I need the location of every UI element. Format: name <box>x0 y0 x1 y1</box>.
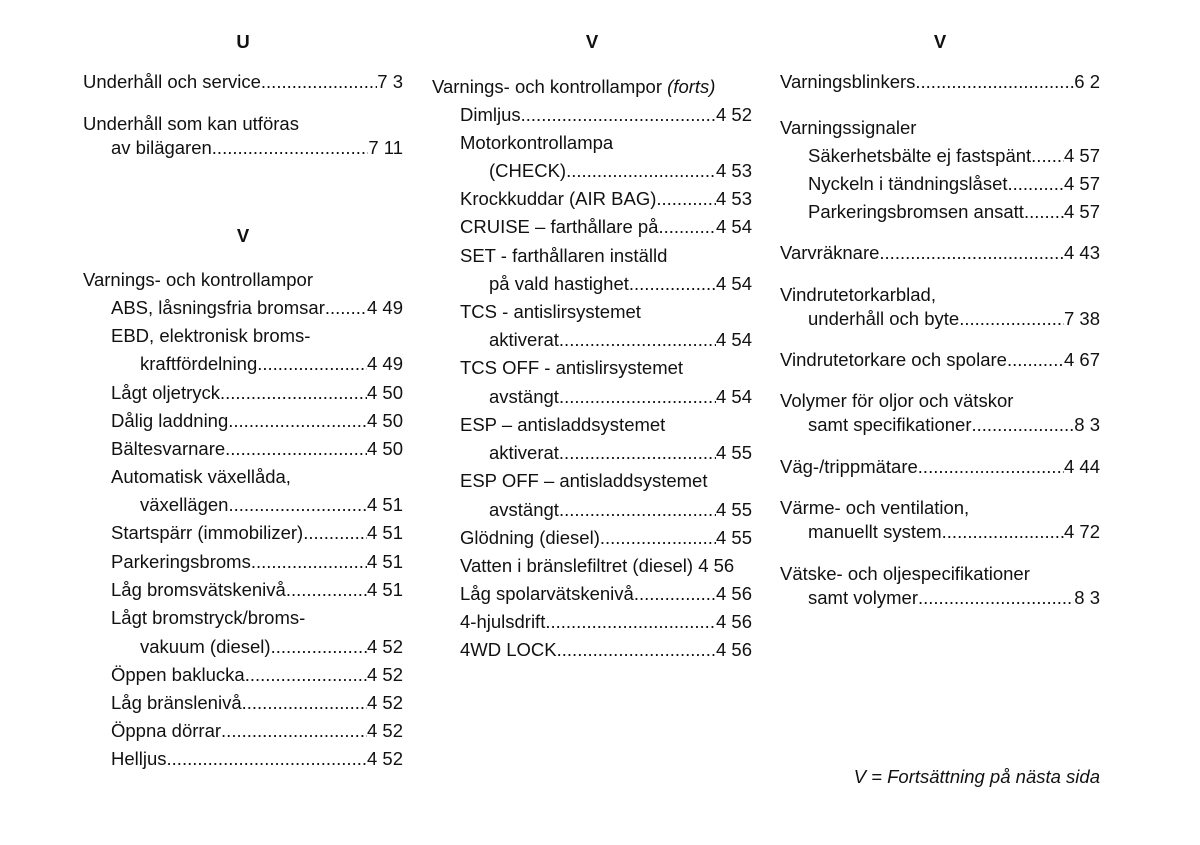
index-entry-branslenivå: Låg bränslenivå ..... 4 52 <box>111 692 403 714</box>
index-entry-4wd-lock: 4WD LOCK ..... 4 56 <box>460 639 752 661</box>
index-entry-dorrar: Öppna dörrar ..... 4 52 <box>111 720 403 742</box>
index-entry-cruise: CRUISE – farthållare på ..... 4 54 <box>460 216 752 238</box>
section-letter-u: U <box>236 31 250 52</box>
index-entry-baltesvarnare: Bältesvarnare ..... 4 50 <box>111 438 403 460</box>
index-entry-esp-off: avstängt ..... 4 55 <box>489 499 752 521</box>
index-entry-check: (CHECK) ..... 4 53 <box>489 160 752 182</box>
index-entry-nyckeln: Nyckeln i tändningslåset ..... 4 57 <box>808 173 1100 195</box>
index-entry-line: TCS OFF - antislirsystemet <box>460 357 684 378</box>
index-entry-baklucka: Öppen baklucka ..... 4 52 <box>111 664 403 686</box>
index-entry-bilagare: av bilägaren ..... 7 11 <box>111 137 403 159</box>
index-entry-oljetryck: Lågt oljetryck ..... 4 50 <box>111 382 403 404</box>
index-entry-trippmatare: Väg-/trippmätare ..... 4 44 <box>780 456 1100 478</box>
index-entry-torkarblad: underhåll och byte ..... 7 38 <box>808 308 1100 330</box>
index-entry-tcs: aktiverat ..... 4 54 <box>489 329 752 351</box>
index-entry-underhall: Underhåll och service ..... 7 3 <box>83 71 403 93</box>
index-entry-line: Motorkontrollampa <box>460 132 614 153</box>
index-entry-parkeringsbromsen: Parkeringsbromsen ansatt ..... 4 57 <box>808 201 1100 223</box>
index-entry-abs: ABS, låsningsfria bromsar ..... 4 49 <box>111 297 403 319</box>
index-entry-line: Automatisk växellåda, <box>111 466 291 487</box>
index-entry-line: TCS - antislirsystemet <box>460 301 641 322</box>
index-entry-varme: manuellt system ..... 4 72 <box>808 521 1100 543</box>
index-entry-bromsvatska: Låg bromsvätskenivå ..... 4 51 <box>111 579 403 601</box>
index-entry-parkeringsbroms: Parkeringsbroms ..... 4 51 <box>111 551 403 573</box>
index-entry-line: EBD, elektronisk broms- <box>111 325 311 346</box>
index-entry-vindrutetorkare: Vindrutetorkare och spolare ..... 4 67 <box>780 349 1100 371</box>
index-entry-volymer: samt specifikationer ..... 8 3 <box>808 414 1100 436</box>
index-entry-vatten: Vatten i bränslefiltret (diesel) 4 56 <box>460 555 735 576</box>
index-entry-vaxellagen: växellägen ..... 4 51 <box>140 494 403 516</box>
index-entry-line: ESP OFF – antisladdsystemet <box>460 470 708 491</box>
index-heading-varnings-forts: Varnings- och kontrollampor (forts) <box>432 76 716 97</box>
index-entry-vatskespecifikationer: samt volymer ..... 8 3 <box>808 587 1100 609</box>
index-heading-varningssignaler: Varningssignaler <box>780 117 917 138</box>
index-entry-esp: aktiverat ..... 4 55 <box>489 442 752 464</box>
index-entry-varningsblinkers: Varningsblinkers ..... 6 2 <box>780 71 1100 93</box>
index-heading-varnings: Varnings- och kontrollampor <box>83 269 313 290</box>
section-letter-v: V <box>236 225 250 246</box>
index-entry-vakuum: vakuum (diesel) ..... 4 52 <box>140 636 403 658</box>
index-entry-sakerhetsbalte: Säkerhetsbälte ej fastspänt ..... 4 57 <box>808 145 1100 167</box>
index-entry-4-hjulsdrift: 4-hjulsdrift ..... 4 56 <box>460 611 752 633</box>
index-entry-tcs-off: avstängt ..... 4 54 <box>489 386 752 408</box>
index-entry-glodning: Glödning (diesel) ..... 4 55 <box>460 527 752 549</box>
index-entry-line: ESP – antisladdsystemet <box>460 414 666 435</box>
section-letter-v: V <box>933 31 947 52</box>
index-entry-line: Underhåll som kan utföras <box>83 113 299 134</box>
index-entry-line: Vindrutetorkarblad, <box>780 284 936 305</box>
index-entry-hastighet: på vald hastighet ..... 4 54 <box>489 273 752 295</box>
index-entry-airbag: Krockkuddar (AIR BAG) ..... 4 53 <box>460 188 752 210</box>
index-entry-line: Vätske- och oljespecifikationer <box>780 563 1030 584</box>
index-entry-line: SET - farthållaren inställd <box>460 245 668 266</box>
continuation-note: V = Fortsättning på nästa sida <box>853 766 1100 787</box>
index-entry-laddning: Dålig laddning ..... 4 50 <box>111 410 403 432</box>
index-entry-startsparr: Startspärr (immobilizer) ..... 4 51 <box>111 522 403 544</box>
index-entry-varvraknare: Varvräknare ..... 4 43 <box>780 242 1100 264</box>
index-entry-dimljus: Dimljus ..... 4 52 <box>460 104 752 126</box>
index-entry-ebd: kraftfördelning ..... 4 49 <box>140 353 403 375</box>
index-entry-line: Volymer för oljor och vätskor <box>780 390 1014 411</box>
index-entry-line: Lågt bromstryck/broms- <box>111 607 306 628</box>
section-letter-v: V <box>585 31 599 52</box>
index-entry-line: Värme- och ventilation, <box>780 497 970 518</box>
index-entry-spolarvatska: Låg spolarvätskenivå ..... 4 56 <box>460 583 752 605</box>
index-entry-helljus: Helljus ..... 4 52 <box>111 748 403 770</box>
